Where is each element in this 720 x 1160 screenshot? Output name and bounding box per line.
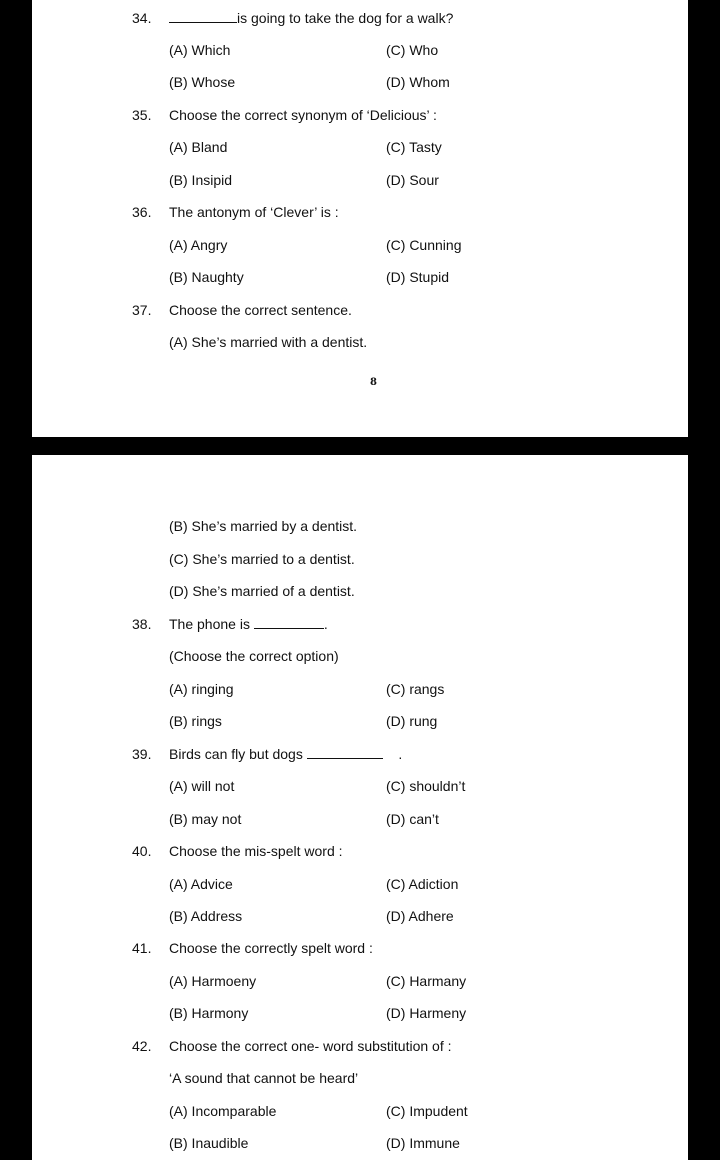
question-number: 34. xyxy=(132,10,152,26)
option-d: (D) Adhere xyxy=(386,908,454,924)
option-c: (C) Impudent xyxy=(386,1103,468,1119)
option-a: (A) Which xyxy=(169,42,231,58)
option-d: (D) can’t xyxy=(386,811,439,827)
option-d: (D) rung xyxy=(386,713,438,729)
question-text: Choose the correct sentence. xyxy=(169,302,352,318)
question-text: Choose the correct one- word substitution of : xyxy=(169,1038,452,1054)
option-a: (A) ringing xyxy=(169,681,234,697)
answer-blank xyxy=(169,10,237,23)
option-c: (C) shouldn’t xyxy=(386,778,466,794)
answer-blank xyxy=(307,746,383,759)
option-c: (C) She’s married to a dentist. xyxy=(169,551,355,567)
question-tail: . xyxy=(323,616,328,632)
option-b: (B) Inaudible xyxy=(169,1135,249,1151)
option-c: (C) Who xyxy=(386,42,439,58)
option-b: (B) Address xyxy=(169,908,243,924)
option-c: (C) Adiction xyxy=(386,876,459,892)
option-b: (B) Insipid xyxy=(169,172,233,188)
option-d: (D) Stupid xyxy=(386,269,450,285)
option-a: (A) Angry xyxy=(169,237,228,253)
option-b: (B) rings xyxy=(169,713,222,729)
option-a: (A) Advice xyxy=(169,876,233,892)
question-text: The phone is xyxy=(169,616,250,632)
question-34-stem xyxy=(169,10,453,27)
question-text: is going to take the dog for a walk? xyxy=(237,10,454,26)
option-b: (B) Harmony xyxy=(169,1005,249,1021)
option-c: (C) rangs xyxy=(386,681,445,697)
option-a: (A) She’s married with a dentist. xyxy=(169,334,368,350)
question-number: 40. xyxy=(132,843,152,859)
question-text: Choose the correctly spelt word : xyxy=(169,940,373,956)
question-number: 41. xyxy=(132,940,152,956)
option-d: (D) Sour xyxy=(386,172,439,188)
option-a: (A) Incomparable xyxy=(169,1103,277,1119)
exam-page-1 xyxy=(32,0,688,437)
question-number: 39. xyxy=(132,746,152,762)
option-d: (D) She’s married of a dentist. xyxy=(169,583,355,599)
question-39-stem xyxy=(169,746,402,763)
question-number: 35. xyxy=(132,107,152,123)
option-c: (C) Harmany xyxy=(386,973,467,989)
option-d: (D) Harmeny xyxy=(386,1005,467,1021)
question-tail: . xyxy=(398,746,403,762)
option-d: (D) Immune xyxy=(386,1135,460,1151)
exam-page-2 xyxy=(32,455,688,1160)
option-d: (D) Whom xyxy=(386,74,450,90)
question-number: 42. xyxy=(132,1038,152,1054)
question-number: 36. xyxy=(132,204,152,220)
option-a: (A) Harmoeny xyxy=(169,973,257,989)
option-b: (B) Naughty xyxy=(169,269,244,285)
question-text: Choose the correct synonym of ‘Delicious’ : xyxy=(169,107,437,123)
question-text: Choose the mis-spelt word : xyxy=(169,843,343,859)
option-c: (C) Tasty xyxy=(386,139,442,155)
option-a: (A) will not xyxy=(169,778,235,794)
question-phrase: ‘A sound that cannot be heard’ xyxy=(169,1070,359,1086)
question-number: 37. xyxy=(132,302,152,318)
question-text: Birds can fly but dogs xyxy=(169,746,303,762)
option-b: (B) She’s married by a dentist. xyxy=(169,518,358,534)
option-a: (A) Bland xyxy=(169,139,228,155)
option-b: (B) may not xyxy=(169,811,242,827)
page-number: 8 xyxy=(370,377,377,388)
question-text: The antonym of ‘Clever’ is : xyxy=(169,204,339,220)
option-c: (C) Cunning xyxy=(386,237,462,253)
question-note: (Choose the correct option) xyxy=(169,648,339,664)
option-b: (B) Whose xyxy=(169,74,236,90)
answer-blank xyxy=(254,616,324,629)
question-number: 38. xyxy=(132,616,152,632)
question-38-stem xyxy=(169,616,328,633)
